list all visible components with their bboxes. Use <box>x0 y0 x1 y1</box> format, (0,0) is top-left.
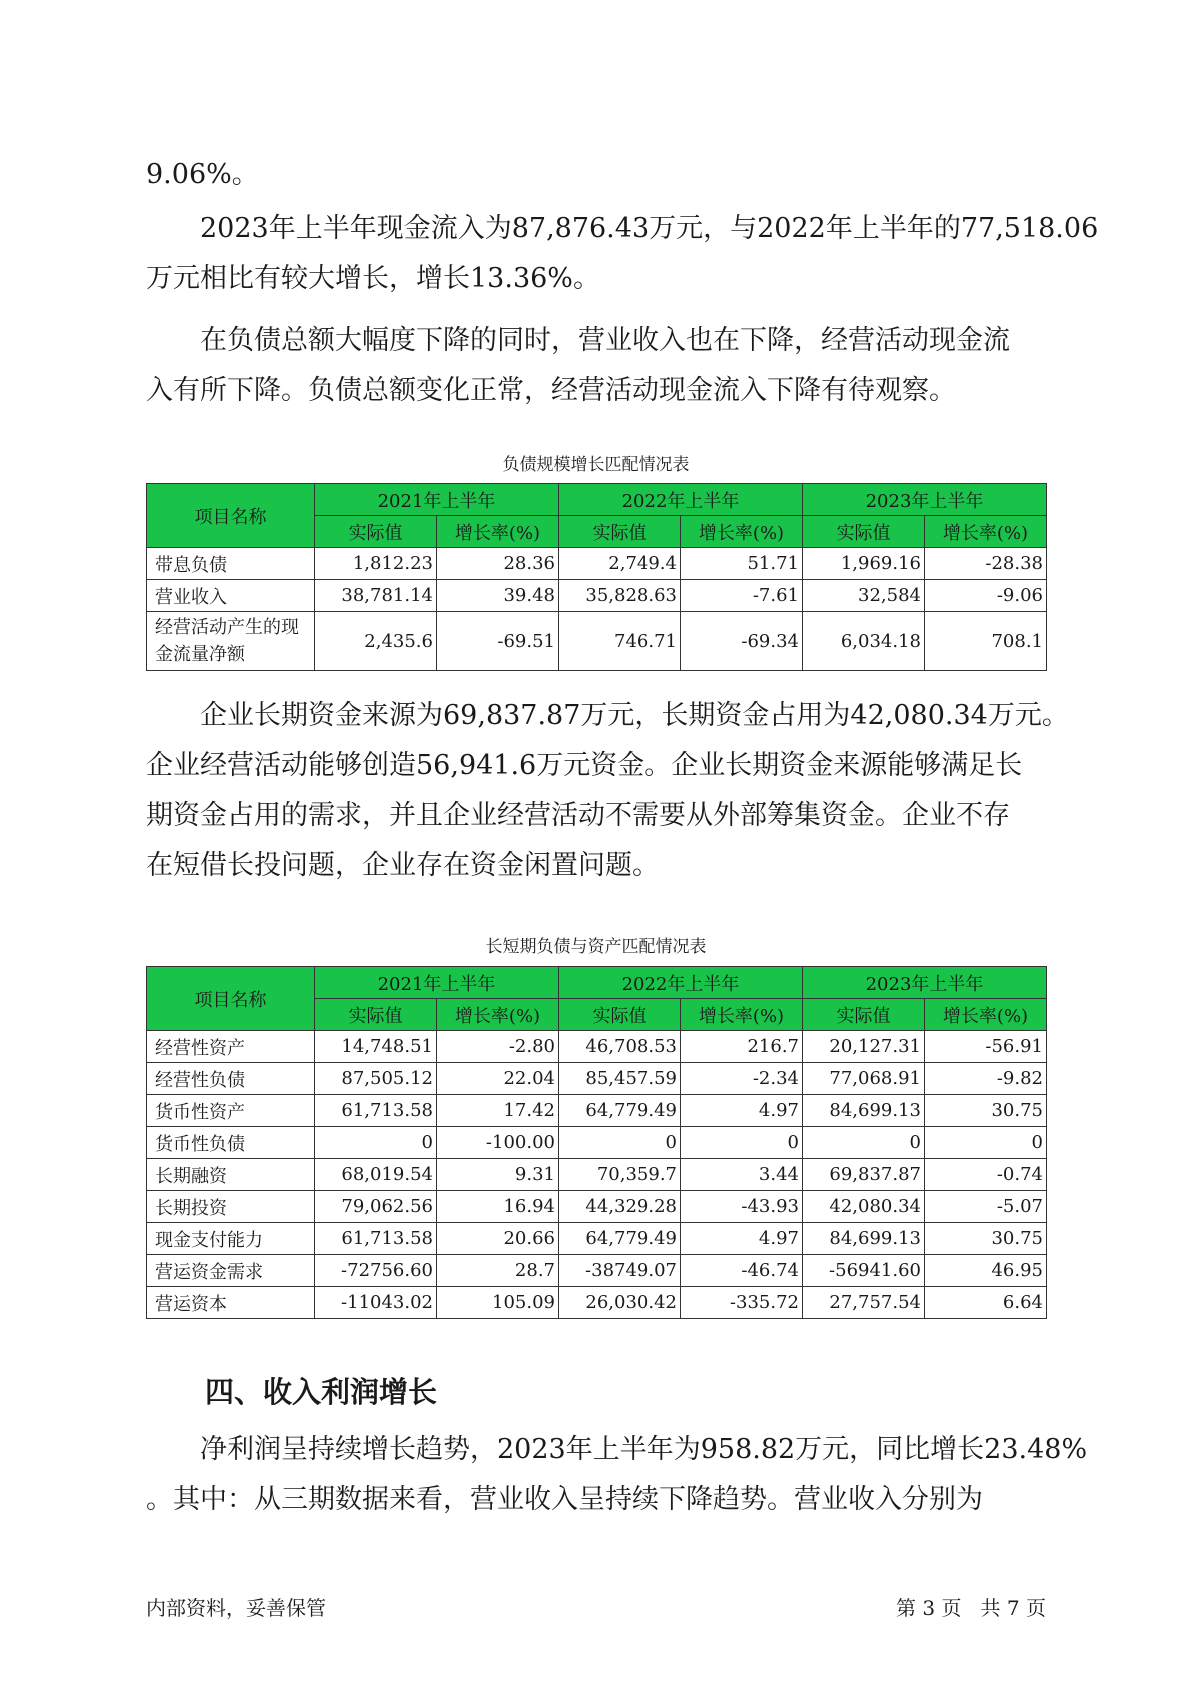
header-item-name: 项目名称 <box>147 484 315 548</box>
header-actual-value: 实际值 <box>559 516 681 548</box>
cell-value: 68,019.54 <box>315 1159 437 1191</box>
cell-value: -43.93 <box>681 1191 803 1223</box>
cell-value: 84,699.13 <box>803 1223 925 1255</box>
header-period: 2023年上半年 <box>803 967 1047 999</box>
cell-value: 0 <box>681 1127 803 1159</box>
header-growth-rate: 增长率(%) <box>925 999 1047 1031</box>
table-row <box>147 1223 1047 1255</box>
table-row <box>147 548 1047 580</box>
cell-value: 69,837.87 <box>803 1159 925 1191</box>
cell-value: -72756.60 <box>315 1255 437 1287</box>
cell-value: 70,359.7 <box>559 1159 681 1191</box>
cell-value: -69.51 <box>437 612 559 671</box>
table-row <box>147 1127 1047 1159</box>
cell-value: 44,329.28 <box>559 1191 681 1223</box>
header-period: 2022年上半年 <box>559 484 803 516</box>
header-growth-rate: 增长率(%) <box>681 999 803 1031</box>
cell-value: 26,030.42 <box>559 1287 681 1319</box>
paragraph-3 <box>146 316 1056 416</box>
header-actual-value: 实际值 <box>315 516 437 548</box>
row-label: 现金支付能力 <box>147 1223 315 1255</box>
header-item-name: 项目名称 <box>147 967 315 1031</box>
cell-value: 85,457.59 <box>559 1063 681 1095</box>
header-actual-value: 实际值 <box>803 999 925 1031</box>
section-heading: 四、收入利润增长 <box>205 1375 438 1409</box>
cell-value: 14,748.51 <box>315 1031 437 1063</box>
paragraph-5 <box>146 1425 1088 1525</box>
cell-value: 105.09 <box>437 1287 559 1319</box>
header-actual-value: 实际值 <box>559 999 681 1031</box>
cell-value: 20,127.31 <box>803 1031 925 1063</box>
table-row <box>147 1095 1047 1127</box>
cell-value: 0 <box>803 1127 925 1159</box>
cell-value: -100.00 <box>437 1127 559 1159</box>
paragraph-line: 期资金占用的需求，并且企业经营活动不需要从外部筹集资金。企业不存 <box>146 800 1010 831</box>
cell-value: -28.38 <box>925 548 1047 580</box>
cell-value: -0.74 <box>925 1159 1047 1191</box>
cell-value: 22.04 <box>437 1063 559 1095</box>
header-actual-value: 实际值 <box>803 516 925 548</box>
header-actual-value: 实际值 <box>315 999 437 1031</box>
cell-value: -56.91 <box>925 1031 1047 1063</box>
paragraph-line: 企业长期资金来源为69,837.87万元，长期资金占用为42,080.34万元。 <box>200 700 1069 731</box>
cell-value: 87,505.12 <box>315 1063 437 1095</box>
debt-scale-table <box>146 483 1047 671</box>
cell-value: -69.34 <box>681 612 803 671</box>
paragraph-line: 。其中：从三期数据来看，营业收入呈持续下降趋势。营业收入分别为 <box>146 1484 983 1515</box>
cell-value: 30.75 <box>925 1223 1047 1255</box>
cell-value: -38749.07 <box>559 1255 681 1287</box>
cell-value: 17.42 <box>437 1095 559 1127</box>
cell-value: 2,749.4 <box>559 548 681 580</box>
cell-value: 1,812.23 <box>315 548 437 580</box>
table-row <box>147 1191 1047 1223</box>
table-row <box>147 612 1047 671</box>
paragraph-line: 入有所下降。负债总额变化正常，经营活动现金流入下降有待观察。 <box>146 375 956 406</box>
header-growth-rate: 增长率(%) <box>925 516 1047 548</box>
cell-value: -2.80 <box>437 1031 559 1063</box>
paragraph-line: 在负债总额大幅度下降的同时，营业收入也在下降，经营活动现金流 <box>200 325 1010 356</box>
table-row <box>147 580 1047 612</box>
cell-value: 3.44 <box>681 1159 803 1191</box>
cell-value: -5.07 <box>925 1191 1047 1223</box>
cell-value: 2,435.6 <box>315 612 437 671</box>
row-label: 经营性负债 <box>147 1063 315 1095</box>
cell-value: 61,713.58 <box>315 1095 437 1127</box>
cell-value: 0 <box>925 1127 1047 1159</box>
cell-value: 46,708.53 <box>559 1031 681 1063</box>
cell-value: -335.72 <box>681 1287 803 1319</box>
row-label: 经营活动产生的现金流量净额 <box>147 612 315 671</box>
row-label: 长期投资 <box>147 1191 315 1223</box>
cell-value: -56941.60 <box>803 1255 925 1287</box>
header-period: 2021年上半年 <box>315 967 559 999</box>
row-label: 长期融资 <box>147 1159 315 1191</box>
row-label: 营运资本 <box>147 1287 315 1319</box>
header-period: 2021年上半年 <box>315 484 559 516</box>
table-caption-liability-asset-match: 长短期负债与资产匹配情况表 <box>485 937 707 957</box>
table-row <box>147 1063 1047 1095</box>
table-caption-debt-scale: 负债规模增长匹配情况表 <box>502 455 690 475</box>
paragraph-2 <box>146 204 1099 304</box>
table-row <box>147 1159 1047 1191</box>
cell-value: 30.75 <box>925 1095 1047 1127</box>
cell-value: 42,080.34 <box>803 1191 925 1223</box>
cell-value: 84,699.13 <box>803 1095 925 1127</box>
cell-value: -2.34 <box>681 1063 803 1095</box>
row-label: 带息负债 <box>147 548 315 580</box>
cell-value: 4.97 <box>681 1095 803 1127</box>
cell-value: 6,034.18 <box>803 612 925 671</box>
cell-value: 27,757.54 <box>803 1287 925 1319</box>
paragraph-4 <box>146 691 1069 891</box>
row-label: 经营性资产 <box>147 1031 315 1063</box>
paragraph-line: 2023年上半年现金流入为87,876.43万元，与2022年上半年的77,518.06 <box>200 213 1099 244</box>
paragraph-line: 净利润呈持续增长趋势，2023年上半年为958.82万元，同比增长23.48% <box>200 1434 1088 1465</box>
paragraph-line: 9.06%。 <box>146 159 259 190</box>
cell-value: -9.82 <box>925 1063 1047 1095</box>
cell-value: 64,779.49 <box>559 1095 681 1127</box>
paragraph-line: 在短借长投问题，企业存在资金闲置问题。 <box>146 850 659 881</box>
cell-value: 746.71 <box>559 612 681 671</box>
row-label: 货币性负债 <box>147 1127 315 1159</box>
cell-value: 4.97 <box>681 1223 803 1255</box>
cell-value: 46.95 <box>925 1255 1047 1287</box>
cell-value: 79,062.56 <box>315 1191 437 1223</box>
table-row <box>147 1287 1047 1319</box>
cell-value: -11043.02 <box>315 1287 437 1319</box>
cell-value: 61,713.58 <box>315 1223 437 1255</box>
cell-value: 39.48 <box>437 580 559 612</box>
cell-value: 28.36 <box>437 548 559 580</box>
cell-value: 35,828.63 <box>559 580 681 612</box>
header-growth-rate: 增长率(%) <box>437 999 559 1031</box>
paragraph-line: 企业经营活动能够创造56,941.6万元资金。企业长期资金来源能够满足长 <box>146 750 1023 781</box>
row-label: 营运资金需求 <box>147 1255 315 1287</box>
table-row <box>147 1031 1047 1063</box>
cell-value: 32,584 <box>803 580 925 612</box>
row-label: 营业收入 <box>147 580 315 612</box>
cell-value: 708.1 <box>925 612 1047 671</box>
liability-asset-match-table <box>146 966 1047 1319</box>
cell-value: 9.31 <box>437 1159 559 1191</box>
cell-value: -46.74 <box>681 1255 803 1287</box>
header-growth-rate: 增长率(%) <box>437 516 559 548</box>
cell-value: 64,779.49 <box>559 1223 681 1255</box>
cell-value: 28.7 <box>437 1255 559 1287</box>
cell-value: 1,969.16 <box>803 548 925 580</box>
cell-value: 6.64 <box>925 1287 1047 1319</box>
cell-value: 20.66 <box>437 1223 559 1255</box>
cell-value: 16.94 <box>437 1191 559 1223</box>
cell-value: 38,781.14 <box>315 580 437 612</box>
paragraph-line: 万元相比有较大增长，增长13.36%。 <box>146 263 600 294</box>
cell-value: 0 <box>315 1127 437 1159</box>
table-row <box>147 1255 1047 1287</box>
header-period: 2022年上半年 <box>559 967 803 999</box>
cell-value: -7.61 <box>681 580 803 612</box>
row-label: 货币性资产 <box>147 1095 315 1127</box>
footer-confidential-note: 内部资料，妥善保管 <box>146 1596 326 1620</box>
cell-value: 216.7 <box>681 1031 803 1063</box>
footer-page-number: 第 3 页 共 7 页 <box>896 1596 1046 1620</box>
cell-value: -9.06 <box>925 580 1047 612</box>
cell-value: 51.71 <box>681 548 803 580</box>
header-growth-rate: 增长率(%) <box>681 516 803 548</box>
cell-value: 0 <box>559 1127 681 1159</box>
cell-value: 77,068.91 <box>803 1063 925 1095</box>
header-period: 2023年上半年 <box>803 484 1047 516</box>
paragraph-1 <box>146 150 1056 200</box>
